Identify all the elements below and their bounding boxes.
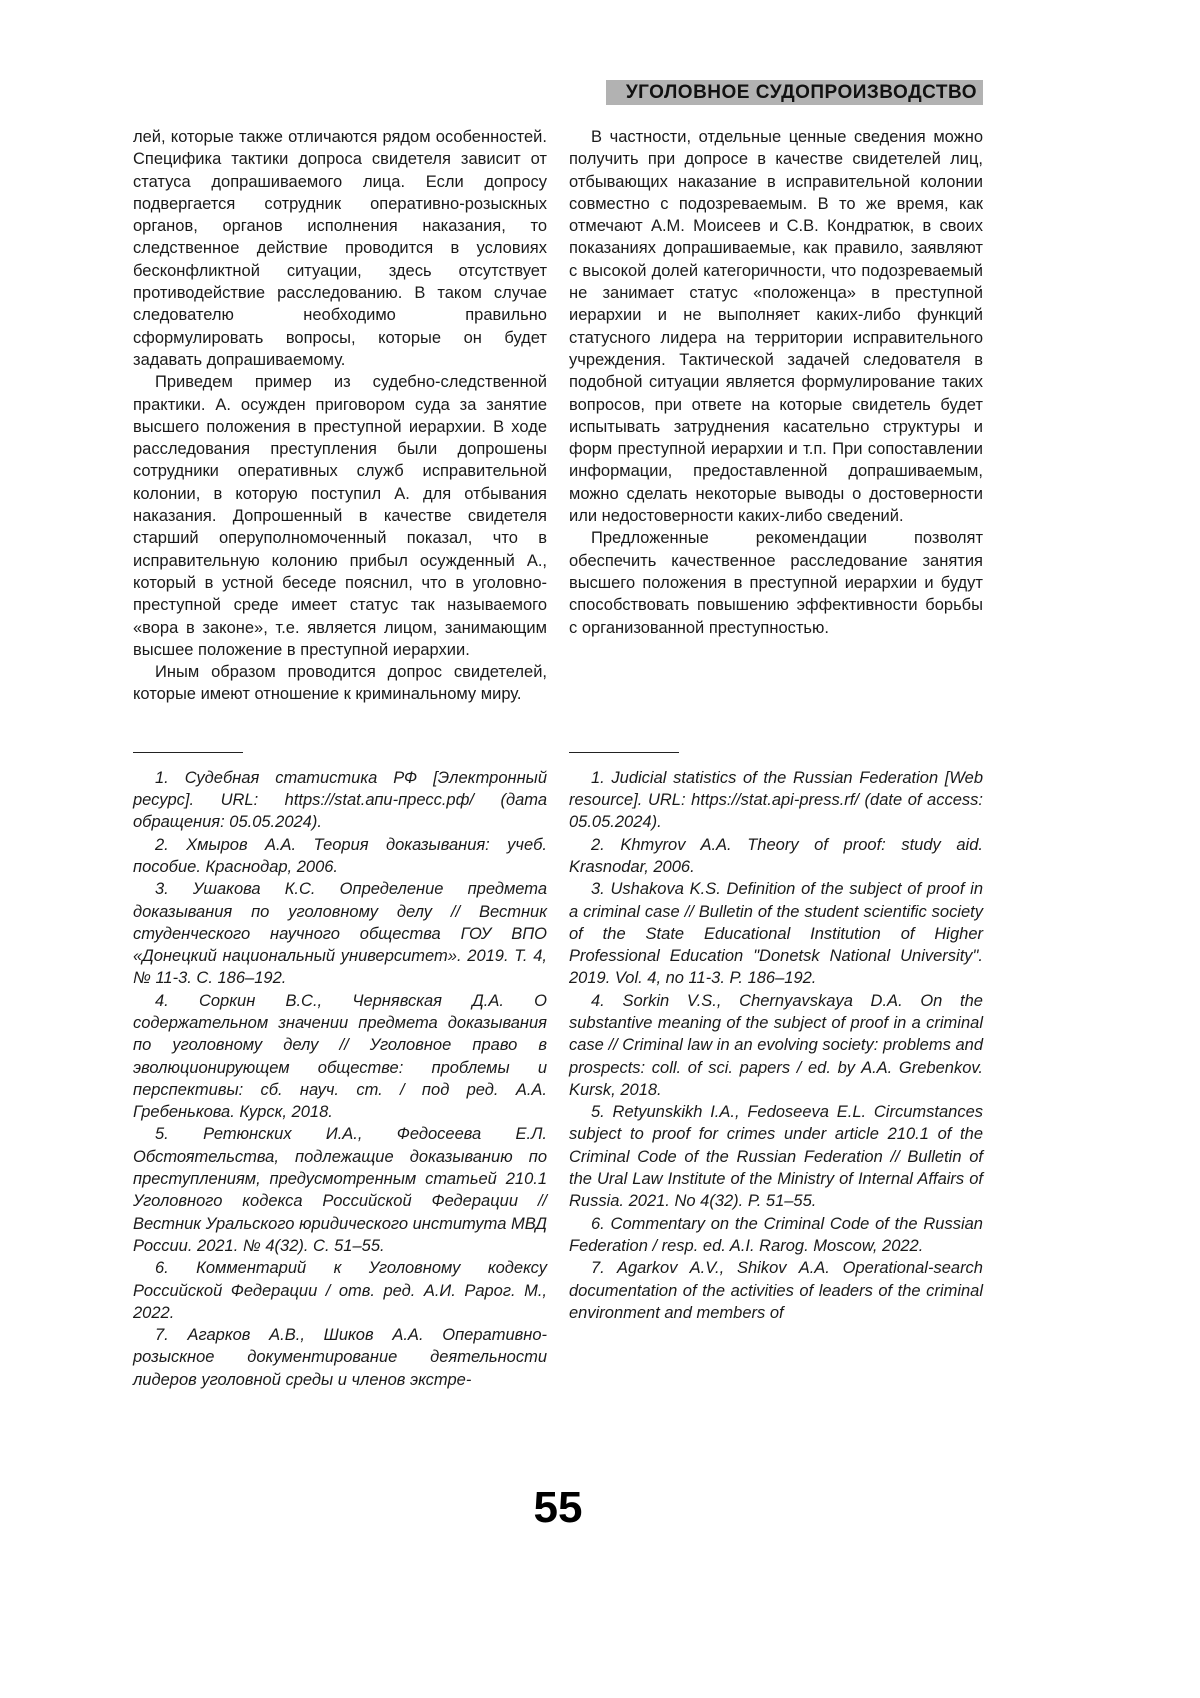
body-column-left	[133, 126, 547, 706]
page-number: 55	[533, 1483, 583, 1533]
footnote-item: 6. Комментарий к Уголовному кодексу Российской Федерации / отв. ред. А.И. Рарог. М., 2022.	[133, 1259, 547, 1322]
footnote-item: 1. Судебная статистика РФ [Электронный ресурс]. URL: https://stat.апи-пресс.рф/ (дата обращения: 05.05.2024).	[133, 768, 547, 832]
footnote-item: 6. Commentary on the Criminal Code of the Russian Federation / resp. ed. A.I. Rarog. Moscow, 2022.	[569, 1214, 983, 1255]
footnotes-column-left	[133, 752, 547, 1391]
footnote-divider	[569, 752, 679, 753]
footnote-item: 7. Агарков А.В., Шиков А.А. Оперативно-розыскное документирование деятельности лидеров уголовной среды и членов экстре-	[133, 1326, 547, 1389]
section-title: УГОЛОВНОЕ СУДОПРОИЗВОДСТВО	[606, 80, 983, 105]
body-paragraph: Приведем пример из судебно-следственной практики. А. осужден приговором суда за занятие высшего положения в преступной иерархии. В ходе расследования преступления были допрошены сотрудники оперативных служб исправительной колонии, в которую поступил А. для отбывания наказания. Допрошенный в качестве свидетеля старший оперуполномоченный показал, что в исправительную колонию прибыл осужденный А., который в устной беседе пояснил, что в уголовно-преступной среде имеет статус так называемого «вора в законе», т.е. является лицом, занимающим высшее положение в преступной иерархии.	[133, 373, 547, 659]
footnote-item: 1. Judicial statistics of the Russian Federation [Web resource]. URL: https://stat.api-press.rf/ (date of access: 05.05.2024).	[569, 768, 983, 832]
body-paragraph: Предложенные рекомендации позволят обеспечить качественное расследование занятия высшего положения в преступной иерархии и будут способствовать повышению эффективности борьбы с организованной преступностью.	[569, 529, 983, 637]
body-paragraph: Иным образом проводится допрос свидетелей, которые имеют отношение к криминальному миру.	[133, 663, 547, 704]
footnote-divider	[133, 752, 243, 753]
footnote-item: 2. Хмыров А.А. Теория доказывания: учеб. пособие. Краснодар, 2006.	[133, 835, 547, 876]
footnote-item: 3. Ушакова К.С. Определение предмета доказывания по уголовному делу // Вестник студенческого научного общества ГОУ ВПО «Донецкий национальный университет». 2019. Т. 4, № 11-3. С. 186–192.	[133, 880, 547, 988]
footnotes-column-right	[569, 752, 983, 1391]
footnote-item: 4. Соркин В.С., Чернявская Д.А. О содержательном значении предмета доказывания по уголовному делу // Уголовное право в эволюционирующем обществе: проблемы и перспективы: сб. науч. ст. / под ред. А.А. Гребенькова. Курск, 2018.	[133, 991, 547, 1122]
page-content	[133, 0, 983, 1533]
footnote-item: 4. Sorkin V.S., Chernyavskaya D.A. On the substantive meaning of the subject of proof in a criminal case // Criminal law in an evolving society: problems and prospects: coll. of sci. papers / ed. by A.A. Grebenkov. Kursk, 2018.	[569, 991, 983, 1099]
footnote-item: 5. Retyunskikh I.A., Fedoseeva E.L. Circumstances subject to proof for crimes under article 210.1 of the Criminal Code of the Russian Federation // Bulletin of the Ural Law Institute of the Ministry of Internal Affairs of Russia. 2021. No 4(32). P. 51–55.	[569, 1103, 983, 1211]
page-footer	[133, 1483, 983, 1533]
footnote-item: 5. Ретюнских И.А., Федосеева Е.Л. Обстоятельства, подлежащие доказыванию по преступлениям, предусмотренным статьей 210.1 Уголовного кодекса Российской Федерации // Вестник Уральского юридического института МВД России. 2021. № 4(32). С. 51–55.	[133, 1125, 547, 1255]
footnote-item: 7. Agarkov A.V., Shikov A.A. Operational-search documentation of the activities of leaders of the criminal environment and members of	[569, 1259, 983, 1322]
page-header	[133, 80, 983, 106]
body-column-right	[569, 126, 983, 706]
footnote-item: 3. Ushakova K.S. Definition of the subject of proof in a criminal case // Bulletin of the student scientific society of the State Educational Institution of Higher Professional Education "Donetsk National University". 2019. Vol. 4, no 11-3. P. 186–192.	[569, 880, 983, 988]
body-paragraph: В частности, отдельные ценные сведения можно получить при допросе в качестве свидетелей лиц, отбывающих наказание в исправительной колонии совместно с подозреваемым. В то же время, как отмечают А.М. Моисеев и С.В. Кондратюк, в своих показаниях допрашиваемые, как правило, заявляют с высокой долей категоричности, что подозреваемый не занимает статус «положенца» в преступной иерархии и не выполняет каких-либо функций статусного лидера на территории исправительного учреждения. Тактической задачей следователя в подобной ситуации является формулирование таких вопросов, при ответе на которые свидетель будет испытывать затруднения касательно структуры и форм преступной иерархии и т.п. При сопоставлении информации, предоставленной допрашиваемым, можно сделать некоторые выводы о достоверности или недостоверности каких-либо сведений.	[569, 128, 983, 526]
footnote-item: 2. Khmyrov A.A. Theory of proof: study aid. Krasnodar, 2006.	[569, 835, 983, 876]
two-column-layout	[133, 126, 983, 1391]
body-paragraph: лей, которые также отличаются рядом особенностей. Специфика тактики допроса свидетеля зависит от статуса допрашиваемого лица. Если допросу подвергается сотрудник оперативно-розыскных органов, органов исполнения наказания, то следственное действие проводится в условиях бесконфликтной ситуации, здесь отсутствует противодействие расследованию. В таком случае следователю необходимо правильно сформулировать вопросы, которые он будет задавать допрашиваемому.	[133, 128, 547, 369]
